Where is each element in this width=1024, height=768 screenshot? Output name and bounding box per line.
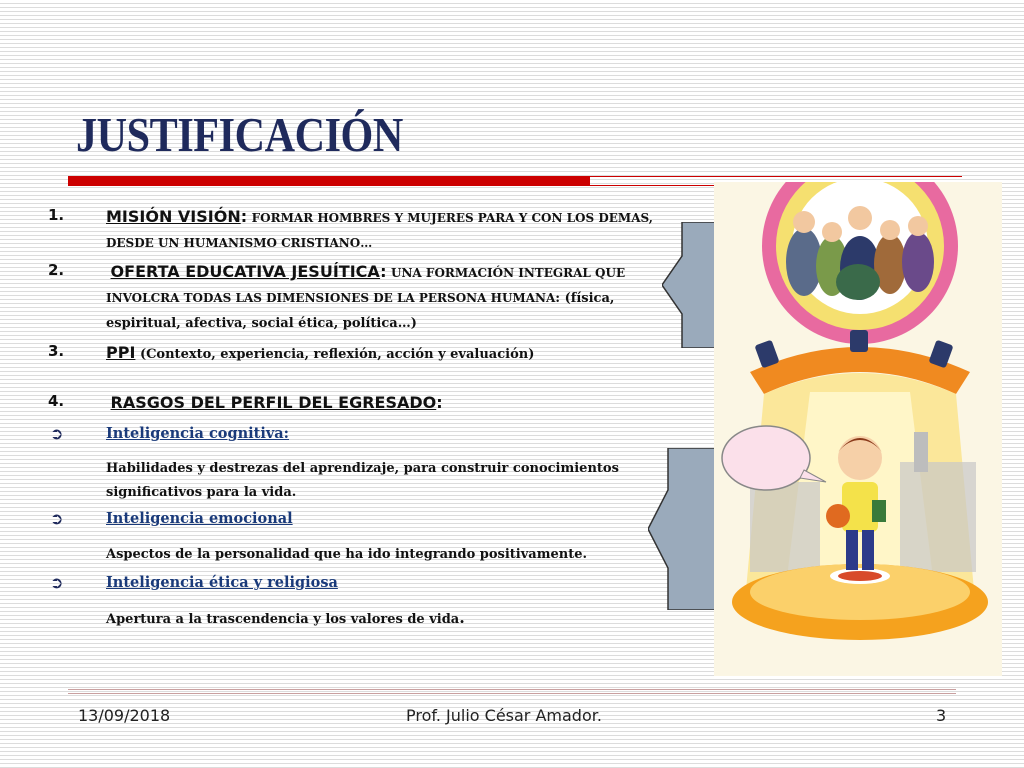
item-lead: MISIÓN VISIÓN xyxy=(106,207,241,226)
item-rest-tail: : (física, espiritual, afectiva, social ética, política…) xyxy=(106,291,615,331)
item-rest: FORMAR HOMBRES Y MUJERES PARA Y CON LOS DEMAS, DESDE UN HUMANISMO CRISTIANO… xyxy=(106,211,653,250)
item-text: RASGOS DEL PERFIL DEL EGRESADO: xyxy=(110,393,443,412)
item-number: 1. xyxy=(48,206,65,224)
item-rest: UNA FORMACIÓN INTEGRAL QUE INVOLCRA TODAS LAS DIMENSIONES DE LA PERSONA HUMANA xyxy=(106,266,626,305)
item-text: OFERTA EDUCATIVA JESUÍTICA: UNA FORMACIÓN INTEGRAL QUE INVOLCRA TODAS LAS DIMENSIONES DE LA PERSONA HUMANA: (física, espiritual, afectiva, social ética, política…) xyxy=(106,262,626,331)
item-number: 2. xyxy=(48,261,65,279)
item-text xyxy=(106,340,676,367)
item-rest: (Contexto, experiencia, reflexión, acción y evaluación) xyxy=(139,347,535,362)
footer-page-number: 3 xyxy=(936,706,947,725)
item-text: MISIÓN VISIÓN: FORMAR HOMBRES Y MUJERES PARA Y CON LOS DEMAS, DESDE UN HUMANISMO CRISTIANO… xyxy=(106,207,653,250)
footer-divider-bottom xyxy=(68,693,956,694)
trait-link-cognitive[interactable]: Inteligencia cognitiva: xyxy=(106,425,290,442)
footer-date: 13/09/2018 xyxy=(78,706,171,725)
illustration-image xyxy=(714,182,1002,676)
footer-divider-top xyxy=(68,689,956,690)
trait-link-ethical[interactable]: Inteligencia ética y religiosa xyxy=(106,574,338,591)
trait-description: Apertura a la trascendencia y los valores de vida. xyxy=(106,608,465,627)
trait-link-emotional[interactable]: Inteligencia emocional xyxy=(106,510,293,527)
item-lead: OFERTA EDUCATIVA JESUÍTICA xyxy=(110,262,381,281)
left-arrow-callout-icon xyxy=(662,222,716,348)
trait-description: Habilidades y destrezas del aprendizaje, para construir conocimientos significativos para la vida. xyxy=(106,461,619,500)
trait-description: Aspectos de la personalidad que ha ido integrando positivamente. xyxy=(106,547,588,562)
left-arrow-callout-icon xyxy=(648,448,716,610)
circle-arrow-right-icon: ➲ xyxy=(50,509,64,528)
item-number: 3. xyxy=(48,342,65,360)
circle-arrow-right-icon: ➲ xyxy=(50,573,64,592)
footer-author: Prof. Julio César Amador. xyxy=(406,706,602,725)
item-lead: PPI xyxy=(106,343,136,362)
item-number: 4. xyxy=(48,392,65,410)
slide-title: JUSTIFICACIÓN xyxy=(76,107,403,162)
circle-arrow-right-icon: ➲ xyxy=(50,424,64,443)
item-lead: RASGOS DEL PERFIL DEL EGRESADO xyxy=(110,393,437,412)
